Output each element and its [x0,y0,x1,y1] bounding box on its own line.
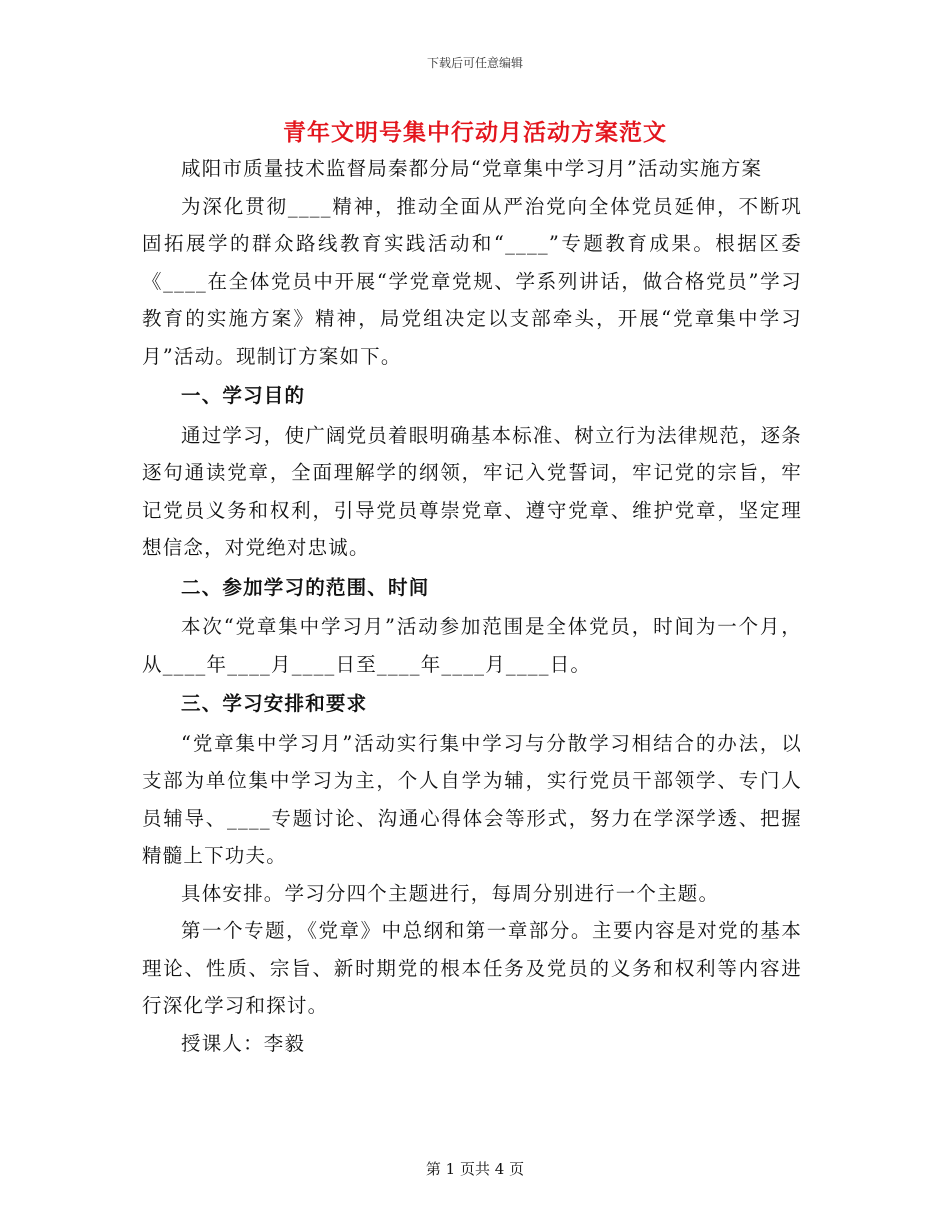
document-subtitle: 咸阳市质量技术监督局秦都分局“党章集中学习月”活动实施方案 [181,157,763,180]
section-heading-scope: 二、参加学习的范围、时间 [181,575,430,599]
section-heading-arrangement: 三、学习安排和要求 [181,692,368,715]
section-heading-purpose: 一、学习目的 [181,384,306,407]
document-body [142,150,802,1062]
lecturer-line: 授课人：李毅 [181,1031,306,1055]
section-body-purpose: 通过学习，使广阔党员着眼明确基本标准、树立行为法律规范，逐条逐句通读党章，全面理解学的纲领，牢记入党誓词，牢记党的宗旨，牢记党员义务和权利，引导党员尊崇党章、遵守党章、维护党章，坚定理想信念，对党绝对忠诚。 [142,423,803,559]
document-title: 青年文明号集中行动月活动方案范文 [283,119,667,146]
section-body-scope: 本次“党章集中学习月”活动参加范围是全体党员，时间为一个月，从____年____月____日至____年____月____日。 [142,615,802,676]
intro-paragraph: 为深化贯彻____精神，推动全面从严治党向全体党员延伸，不断巩固拓展学的群众路线教育实践活动和“____”专题教育成果。根据区委《____在全体党员中开展“学党章党规、学系列讲话，做合格党员”学习教育的实施方案》精神，局党组决定以支部牵头，开展“党章集中学习月”活动。现制订方案如下。 [142,194,802,368]
header-note: 下载后可任意编辑 [426,56,523,70]
page-number: 第 1 页共 4 页 [425,1160,525,1178]
section-body-arrangement: “党章集中学习月”活动实行集中学习与分散学习相结合的办法，以支部为单位集中学习为主，个人自学为辅，实行党员干部领学、专门人员辅导、____专题讨论、沟通心得体会等形式，努力在学深学透、把握精髓上下功夫。 [142,731,802,867]
schedule-paragraph: 具体安排。学习分四个主题进行，每周分别进行一个主题。 [181,881,720,905]
topic-one-paragraph: 第一个专题，《党章》中总纲和第一章部分。主要内容是对党的基本理论、性质、宗旨、新时期党的根本任务及党员的义务和权利等内容进行深化学习和探讨。 [142,919,802,1017]
